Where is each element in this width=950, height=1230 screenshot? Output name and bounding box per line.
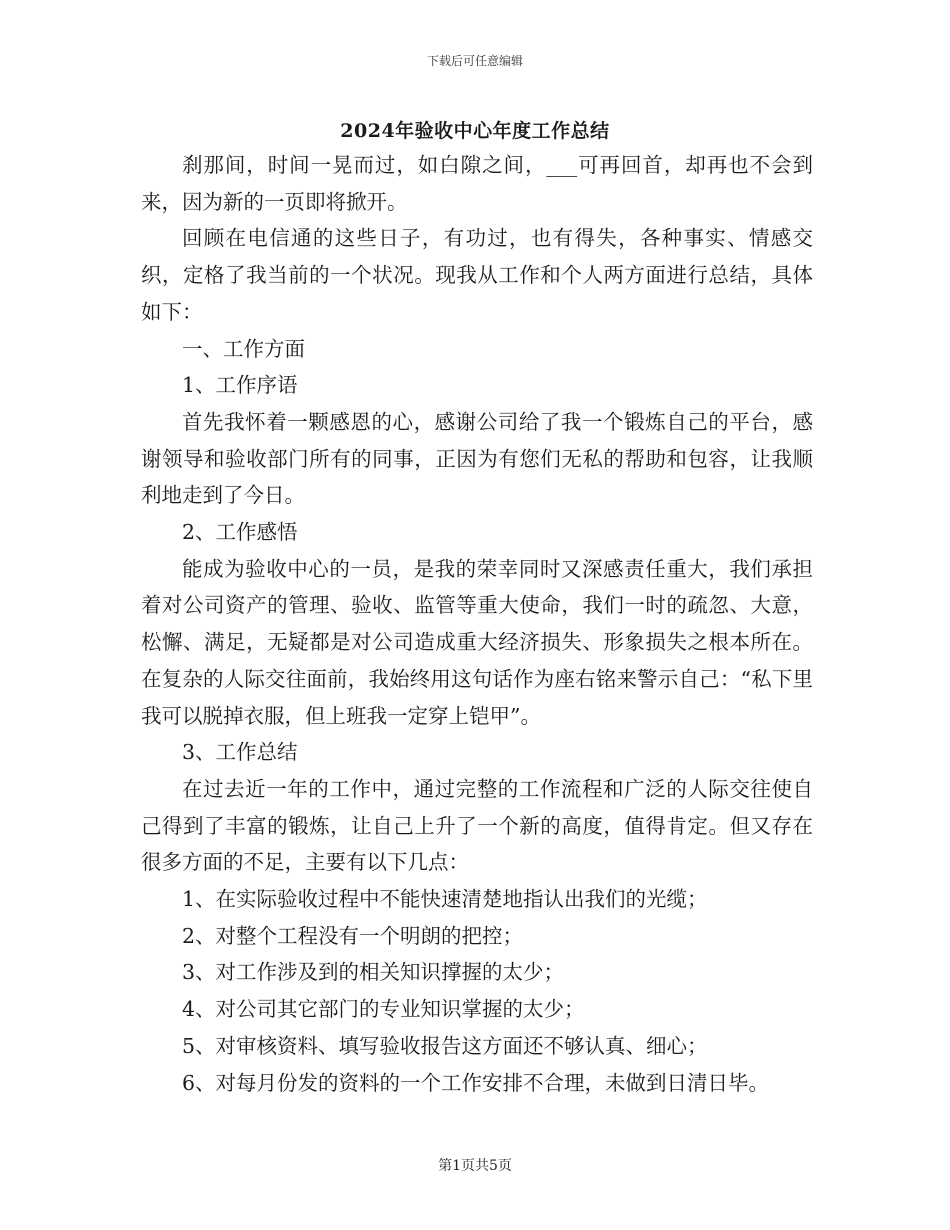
list-item: 4、对公司其它部门的专业知识掌握的太少； <box>182 997 585 1022</box>
list-item: 5、对审核资料、填写验收报告这方面还不够认真、细心； <box>182 1033 708 1058</box>
paragraph-summary: 在过去近一年的工作中，通过完整的工作流程和广泛的人际交往使自己得到了丰富的锻炼，让自己上升了一个新的高度，值得肯定。但又存在很多方面的不足，主要有以下几点： <box>141 776 813 875</box>
document-title: 2024年验收中心年度工作总结 <box>340 120 610 142</box>
section-heading-work: 一、工作方面 <box>182 336 305 361</box>
paragraph-gratitude: 首先我怀着一颗感恩的心，感谢公司给了我一个锻炼自己的平台，感谢领导和验收部门所有的同事，正因为有您们无私的帮助和包容，让我顺利地走到了今日。 <box>141 409 813 508</box>
list-item: 3、对工作涉及到的相关知识撑握的太少； <box>182 960 565 985</box>
document-body <box>141 147 813 1101</box>
list-item: 6、对每月份发的资料的一个工作安排不合理，未做到日清日毕。 <box>182 1070 770 1095</box>
header-note: 下载后可任意编辑 <box>426 54 523 68</box>
subheading-summary: 3、工作总结 <box>182 740 298 765</box>
page-footer: 第1页共5页 <box>438 1158 512 1174</box>
paragraph-review: 回顾在电信通的这些日子，有功过，也有得失，各种事实、情感交织，定格了我当前的一个状况。现我从工作和个人两方面进行总结，具体如下： <box>141 226 813 324</box>
paragraph-intro: 刹那间，时间一晃而过，如白隙之间，___可再回首，却再也不会到来，因为新的一页即将掀开。 <box>141 153 813 214</box>
subheading-insight: 2、工作感悟 <box>182 520 298 545</box>
list-item: 2、对整个工程没有一个明朗的把控； <box>182 923 524 948</box>
paragraph-insight: 能成为验收中心的一员，是我的荣幸同时又深感责任重大，我们承担着对公司资产的管理、验收、监管等重大使命，我们一时的疏忽、大意，松懈、满足，无疑都是对公司造成重大经济损失、形象损失之根本所在。在复杂的人际交往面前，我始终用这句话作为座右铭来警示自己：“私下里我可以脱掉衣服，但上班我一定穿上铠甲”。 <box>141 556 813 728</box>
subheading-preface: 1、工作序语 <box>182 373 298 398</box>
list-item: 1、在实际验收过程中不能快速清楚地指认出我们的光缆； <box>182 887 708 912</box>
